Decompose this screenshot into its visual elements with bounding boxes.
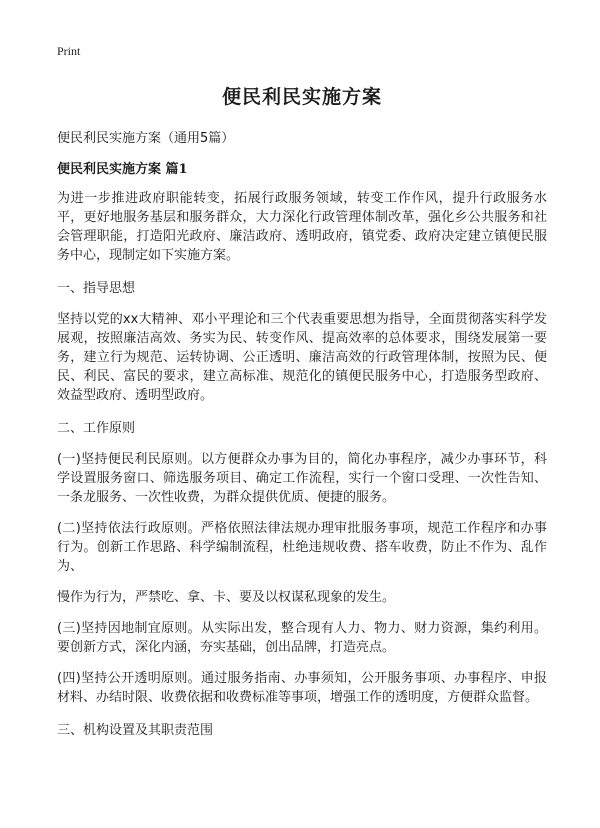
document-title: 便民利民实施方案 [221,86,382,108]
organization-heading: 三、机构设置及其职责范围 [57,723,214,738]
guiding-ideology-heading: 一、指导思想 [57,281,136,296]
section-title: 便民利民实施方案 篇1 [57,162,188,177]
principle-4-paragraph: (四)坚持公开透明原则。通过服务指南、办事须知，公开服务事项、办事程序、申报材料、办结时限、收费依据和收费标准等事项，增强工作的透明度，方便群众监督。 [57,671,547,705]
document-subtitle: 便民利民实施方案（通用5篇） [57,131,235,146]
guiding-ideology-paragraph: 坚持以党的xx大精神、邓小平理论和三个代表重要思想为指导，全面贯彻落实科学发展观，按照廉洁高效、务实为民、转变作风、提高效率的总体要求，围绕发展第一要务，建立行为规范、运转协调、公正透明、廉洁高效的行政管理体制，按照为民、便民、利民、富民的要求，建立高标准、规范化的镇便民服务中心，打造服务型政府、效益型政府、透明型政府。 [57,312,547,403]
document-body [57,72,547,752]
working-principles-heading: 二、工作原则 [57,421,136,436]
print-link[interactable]: Print [57,44,81,58]
principle-1-paragraph: (一)坚持便民利民原则。以方便群众办事为目的，简化办事程序，减少办事环节，科学设置服务窗口、筛选服务项目、确定工作流程，实行一个窗口受理、一次性告知、一条龙服务、一次性收费，为群众提供优质、便捷的服务。 [57,452,547,505]
principle-2-continued: 慢作为行为，严禁吃、拿、卡、要及以权谋私现象的发生。 [57,590,396,605]
intro-paragraph: 为进一步推进政府职能转变，拓展行政服务领域，转变工作作风，提升行政服务水平，更好地服务基层和服务群众，大力深化行政管理体制改革，强化乡公共服务和社会管理职能，打造阳光政府、廉洁政府、透明政府，镇党委、政府决定建立镇便民服务中心，现制定如下实施方案。 [57,191,547,263]
principle-3-paragraph: (三)坚持因地制宜原则。从实际出发，整合现有人力、物力、财力资源，集约利用。要创新方式，深化内涵，夯实基础，创出品牌，打造亮点。 [57,621,547,655]
principle-2-paragraph: (二)坚持依法行政原则。严格依照法律法规办理审批服务事项，规范工作程序和办事行为。创新工作思路、科学编制流程，杜绝违规收费、搭车收费，防止不作为、乱作为、 [57,521,547,574]
